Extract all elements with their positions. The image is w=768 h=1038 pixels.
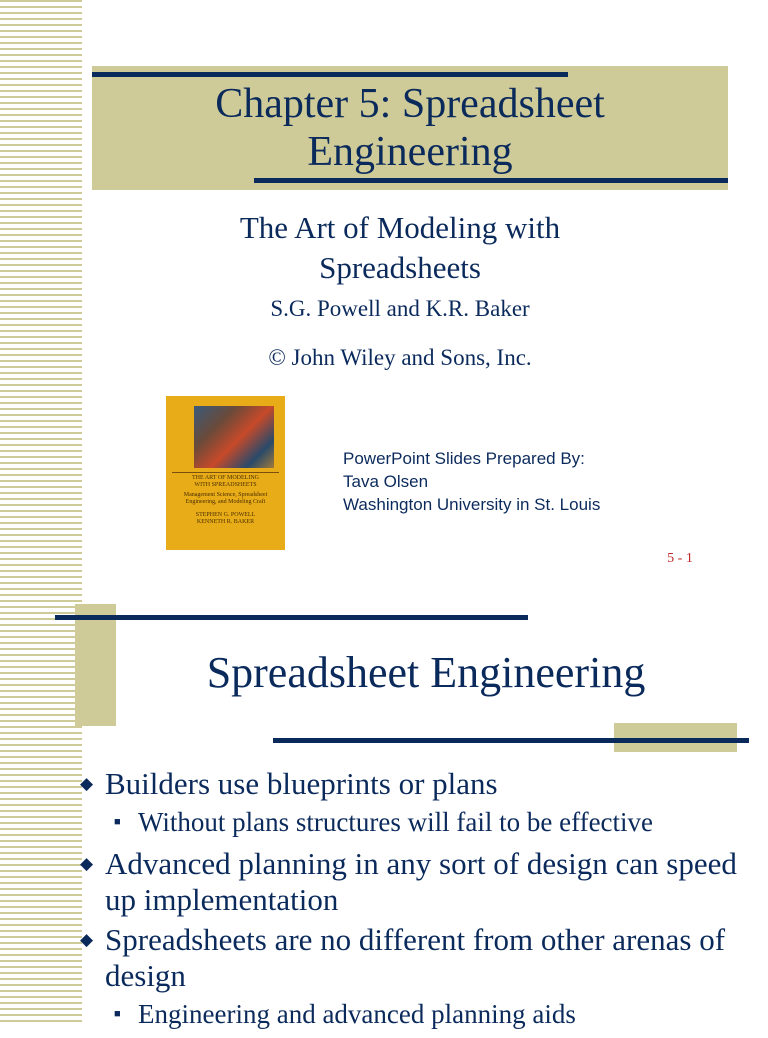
- accent-block-left: [75, 604, 116, 726]
- sub-bullet-text: Without plans structures will fail to be effective: [138, 807, 654, 837]
- slide-2: [0, 580, 768, 1029]
- square-bullet-icon: ■: [114, 1008, 121, 1020]
- cover-subtitle-line1: Management Science, Spreadsheet: [183, 492, 268, 498]
- title-rule-top: [55, 615, 528, 620]
- book-title: [150, 208, 650, 288]
- slide-title-line2: Engineering: [307, 129, 513, 175]
- slide-title: [92, 80, 728, 176]
- square-bullet-icon: ■: [114, 816, 121, 828]
- cover-title-line1: THE ART OF MODELING: [191, 475, 260, 481]
- book-authors: S.G. Powell and K.R. Baker: [270, 296, 530, 321]
- slide-credits: [343, 447, 703, 516]
- diamond-bullet-icon: ◆: [80, 930, 94, 949]
- bullet-item: [78, 846, 758, 918]
- sub-bullet-item: [78, 998, 758, 1030]
- sub-bullet-text: Engineering and advanced planning aids: [138, 999, 576, 1029]
- slide-title-line1: Chapter 5: Spreadsheet: [215, 81, 605, 127]
- slide-title: Spreadsheet Engineering: [206, 648, 646, 697]
- sub-bullet-item: [78, 806, 758, 838]
- bullet-text: Builders use blueprints or plans: [105, 766, 498, 801]
- bullet-item: [78, 766, 758, 802]
- book-title-line1: The Art of Modeling with: [239, 210, 561, 245]
- book-title-line2: Spreadsheets: [319, 250, 481, 285]
- bullet-text: Advanced planning in any sort of design can speed up implementation: [105, 846, 737, 917]
- page-number: 5 - 1: [667, 551, 693, 566]
- cover-artwork: [194, 406, 274, 468]
- cover-author-1: STEPHEN G. POWELL: [195, 512, 256, 518]
- diamond-bullet-icon: ◆: [80, 854, 94, 873]
- title-rule-bottom: [273, 738, 749, 743]
- cover-rule: [172, 472, 279, 473]
- credits-line1: PowerPoint Slides Prepared By:: [343, 449, 585, 468]
- cover-subtitle-line2: Engineering, and Modeling Craft: [185, 499, 266, 505]
- cover-title-line2: WITH SPREADSHEETS: [194, 482, 257, 488]
- title-rule-top: [92, 72, 568, 77]
- book-cover-image: [166, 396, 285, 550]
- bullet-text: Spreadsheets are no different from other arenas of design: [105, 922, 726, 993]
- copyright-notice: © John Wiley and Sons, Inc.: [268, 345, 532, 370]
- credits-line2: Tava Olsen: [343, 472, 429, 491]
- bullet-item: [78, 922, 758, 994]
- credits-line3: Washington University in St. Louis: [343, 495, 601, 514]
- cover-author-2: KENNETH R. BAKER: [196, 519, 255, 525]
- bullet-list: [78, 766, 758, 1038]
- diamond-bullet-icon: ◆: [80, 774, 94, 793]
- title-rule-bottom: [254, 178, 728, 183]
